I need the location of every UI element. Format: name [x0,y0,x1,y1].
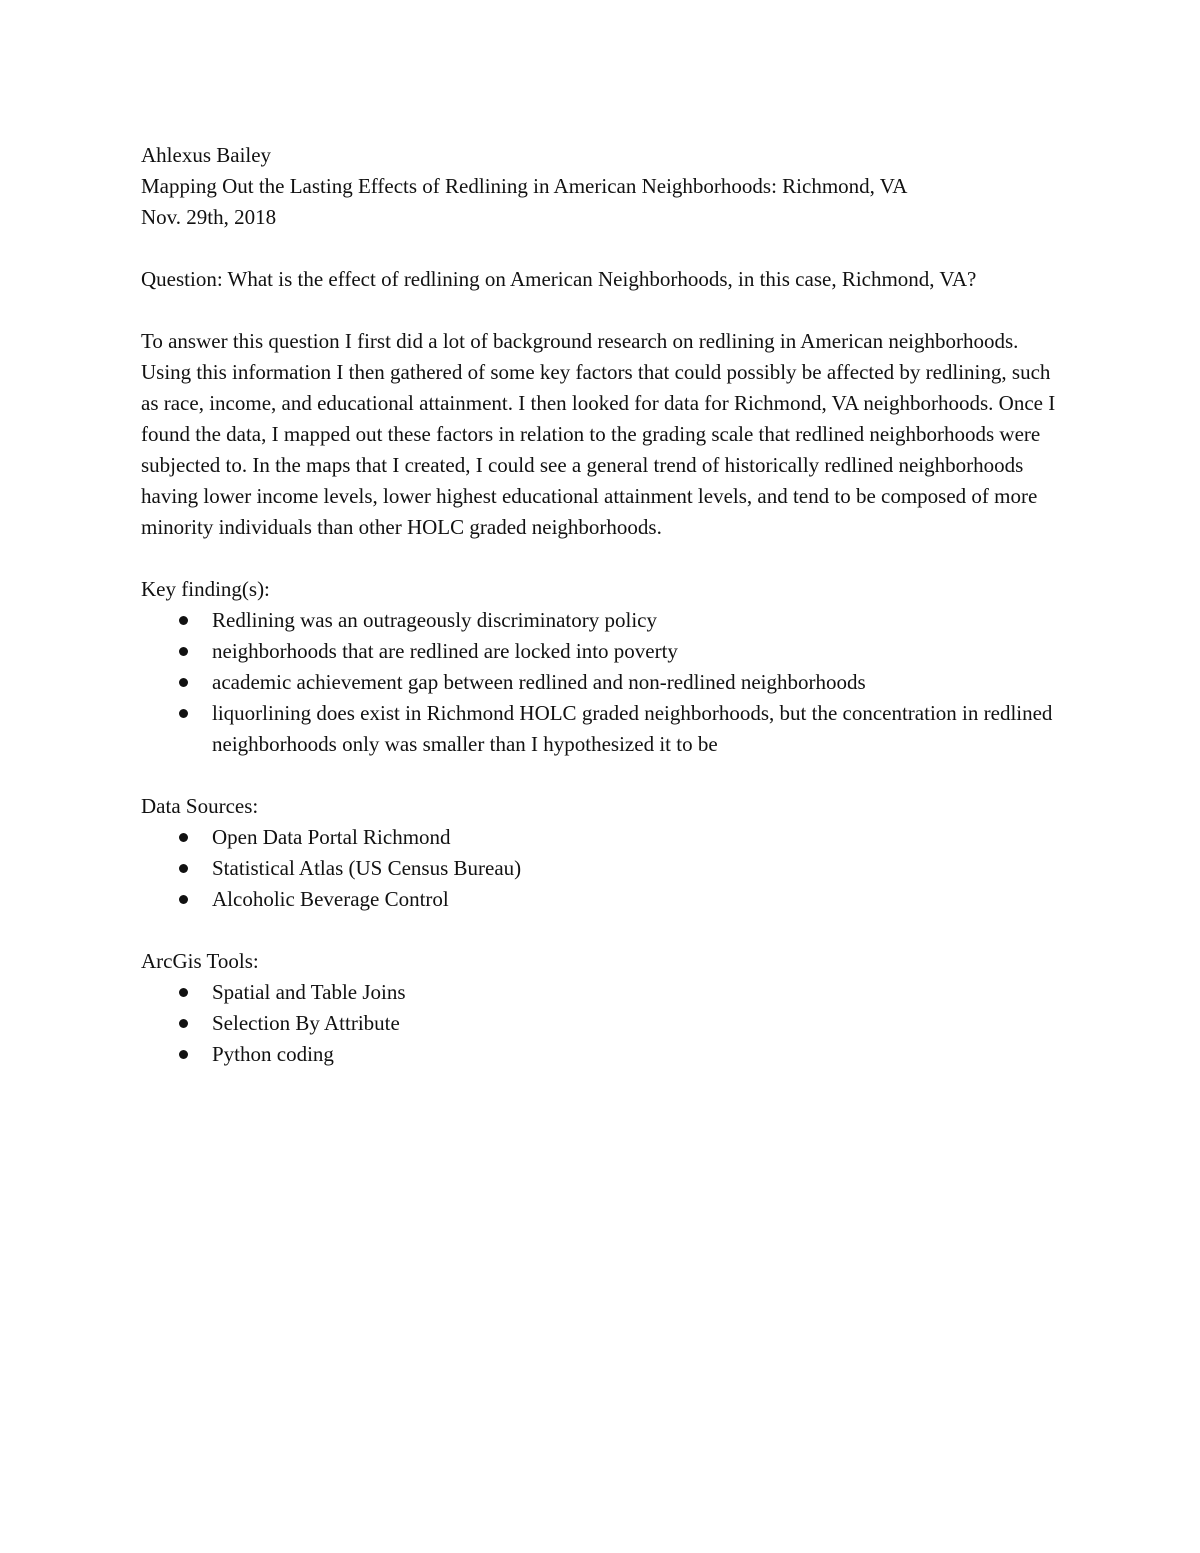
spacer [141,543,1071,574]
list-item-text: Spatial and Table Joins [212,980,406,1004]
bullet-icon [179,709,188,718]
list-item [141,853,1071,884]
document-page [141,140,1071,1070]
list-item-text: Statistical Atlas (US Census Bureau) [212,856,522,880]
spacer [141,295,1071,326]
list-item-text: Open Data Portal Richmond [212,825,451,849]
bullet-icon [179,1050,188,1059]
arcgis-tools-heading: ArcGis Tools: [141,949,259,973]
bullet-icon [179,988,188,997]
method-paragraph: To answer this question I first did a lot of background research on redlining in American neighborhoods. Using this information I then gathered of some key factors that could possibly be affected by redlining, such as race, income, and educational attainment. I then looked for data for Richmond, VA neighborhoods. Once I found the data, I mapped out these factors in relation to the grading scale that redlined neighborhoods were subjected to. In the maps that I created, I could see a general trend of historically redlined neighborhoods having lower income levels, lower highest educational attainment levels, and tend to be composed of more minority individuals than other HOLC graded neighborhoods. [141,329,1056,539]
list-item [141,605,1071,636]
key-findings-heading: Key finding(s): [141,577,270,601]
arcgis-tools-list [141,977,1071,1070]
data-sources-heading: Data Sources: [141,794,259,818]
list-item-text: Redlining was an outrageously discriminatory policy [212,608,657,632]
list-item [141,1039,1071,1070]
list-item-text: Alcoholic Beverage Control [212,887,449,911]
list-item-text: Selection By Attribute [212,1011,400,1035]
bullet-icon [179,1019,188,1028]
data-sources-list [141,822,1071,915]
list-item [141,667,1071,698]
document-title: Mapping Out the Lasting Effects of Redlining in American Neighborhoods: Richmond, VA [141,174,908,198]
key-findings-list [141,605,1071,760]
bullet-icon [179,678,188,687]
question-text: Question: What is the effect of redlining on American Neighborhoods, in this case, Richmond, VA? [141,267,977,291]
bullet-icon [179,616,188,625]
author-name: Ahlexus Bailey [141,143,272,167]
list-item-text: neighborhoods that are redlined are locked into poverty [212,639,678,663]
list-item-text: liquorlining does exist in Richmond HOLC graded neighborhoods, but the concentration in redlined neighborhoods only was smaller than I hypothesized it to be [212,701,1053,756]
bullet-icon [179,833,188,842]
list-item-text: academic achievement gap between redlined and non-redlined neighborhoods [212,670,866,694]
bullet-icon [179,647,188,656]
list-item [141,636,1071,667]
bullet-icon [179,895,188,904]
spacer [141,233,1071,264]
spacer [141,760,1071,791]
list-item-text: Python coding [212,1042,334,1066]
list-item [141,822,1071,853]
spacer [141,915,1071,946]
list-item [141,977,1071,1008]
list-item [141,884,1071,915]
list-item [141,698,1071,760]
bullet-icon [179,864,188,873]
list-item [141,1008,1071,1039]
document-date: Nov. 29th, 2018 [141,205,277,229]
